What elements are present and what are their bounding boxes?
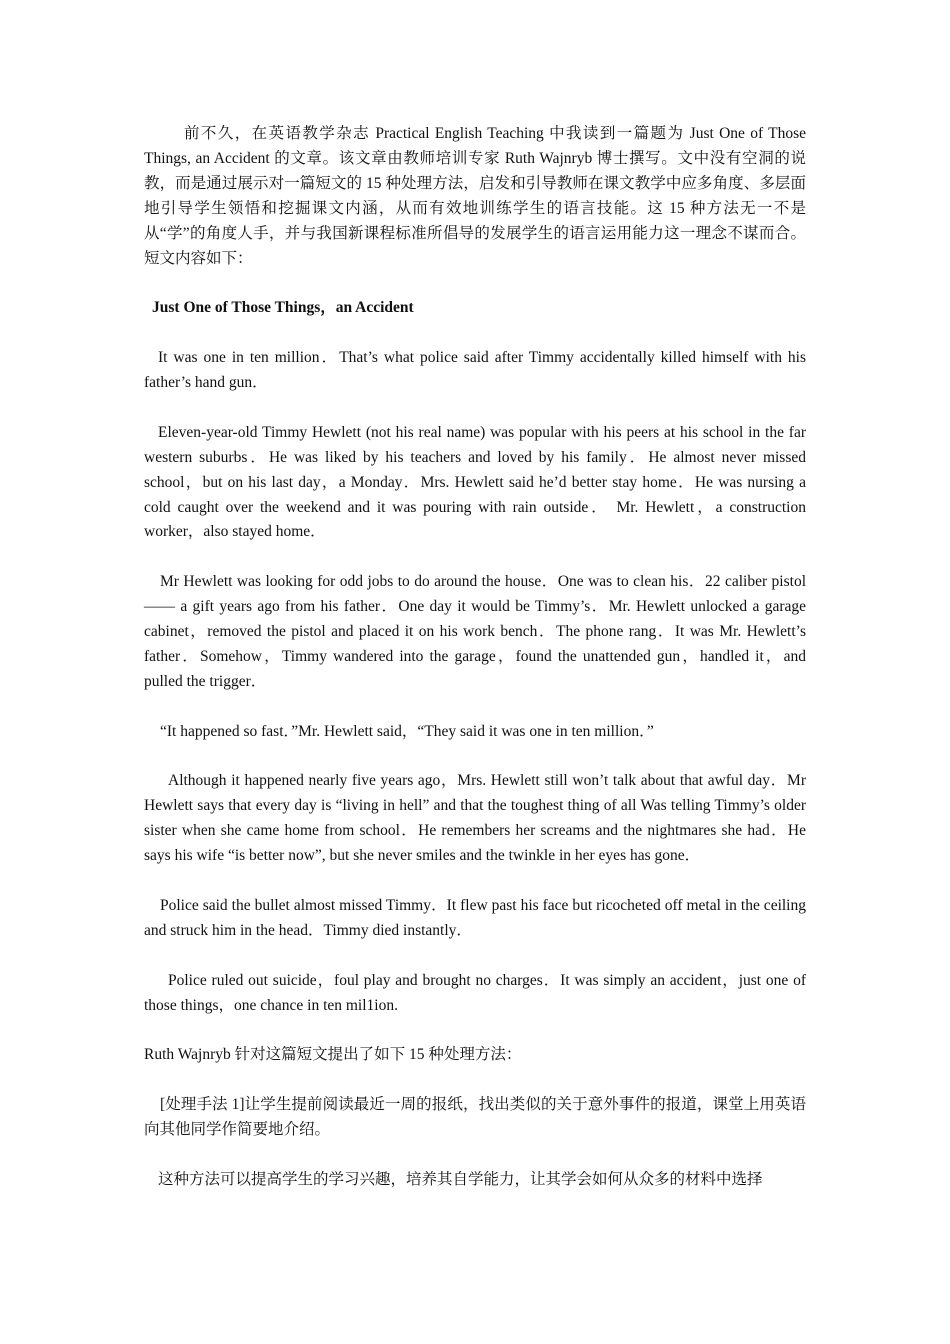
article-paragraph-2: Eleven-year-old Timmy Hewlett (not his real name) was popular with his peers at his school in the far western suburbs．He was liked by his teachers and loved by his family．He almost never missed school，but on his last day，a Monday．Mrs. Hewlett said he’d better stay home．He was nursing a cold caught over the weekend and it was pouring with rain outside． Mr. Hewlett，a construction worker，also stayed home． bbox=[144, 423, 806, 541]
methods-intro: Ruth Wajnryb 针对这篇短文提出了如下 15 种处理方法： bbox=[144, 1046, 522, 1064]
article-title: Just One of Those Things，an Accident bbox=[152, 299, 414, 317]
article-paragraph-6: Police said the bullet almost missed Timmy．It flew past his face but ricocheted off metal in the ceiling and struck him in the head．Timmy died instantly． bbox=[144, 896, 806, 939]
intro-paragraph: 前不久，在英语教学杂志 Practical English Teaching 中我读到一篇题为 Just One of Those Things, an Accident 的文章。该文章由教师培训专家 Ruth Wajnryb 博士撰写。文中没有空洞的说教，而是通过展示对一篇短文的 15 种处理方法，启发和引导教师在课文教学中应多角度、多层面地引导学生领悟和挖掘课文内涵，从而有效地训练学生的语言技能。这 15 种方法无一不是从“学”的角度人手，并与我国新课程标准所倡导的发展学生的语言运用能力这一理念不谋而合。短文内容如下： bbox=[144, 125, 806, 267]
article-paragraph-1: It was one in ten million．That’s what police said after Timmy accidentally killed himself with his father’s hand gun． bbox=[144, 349, 806, 392]
method-1-comment: 这种方法可以提高学生的学习兴趣，培养其自学能力，让其学会如何从众多的材料中选择 bbox=[158, 1170, 763, 1188]
article-paragraph-3: Mr Hewlett was looking for odd jobs to do around the house．One was to clean his．22 caliber pistol —— a gift years ago from his father．One day it would be Timmy’s．Mr. Hewlett unlocked a garage cabinet，removed the pistol and placed it on his work bench．The phone rang．It was Mr. Hewlett’s father．Somehow，Timmy wandered into the garage，found the unattended gun，handled it，and pulled the trigger． bbox=[144, 573, 806, 690]
method-1: [处理手法 1]让学生提前阅读最近一周的报纸，找出类似的关于意外事件的报道，课堂上用英语向其他同学作简要地介绍。 bbox=[144, 1096, 806, 1139]
article-paragraph-4: “It happened so fast．”Mr. Hewlett said，“They said it was one in ten million．” bbox=[160, 722, 654, 740]
article-paragraph-5: Although it happened nearly five years ago，Mrs. Hewlett still won’t talk about that awful day．Mr Hewlett says that every day is “living in hell” and that the toughest thing of all Was telling Timmy’s older sister when she came home from school．He remembers her screams and the nightmares she had．He says his wife “is better now”, but she never smiles and the twinkle in her eyes has gone． bbox=[144, 772, 806, 865]
article-paragraph-7: Police ruled out suicide，foul play and brought no charges．It was simply an accident，just one of those things，one chance in ten mil1ion. bbox=[144, 971, 806, 1014]
document-body bbox=[144, 122, 806, 1218]
